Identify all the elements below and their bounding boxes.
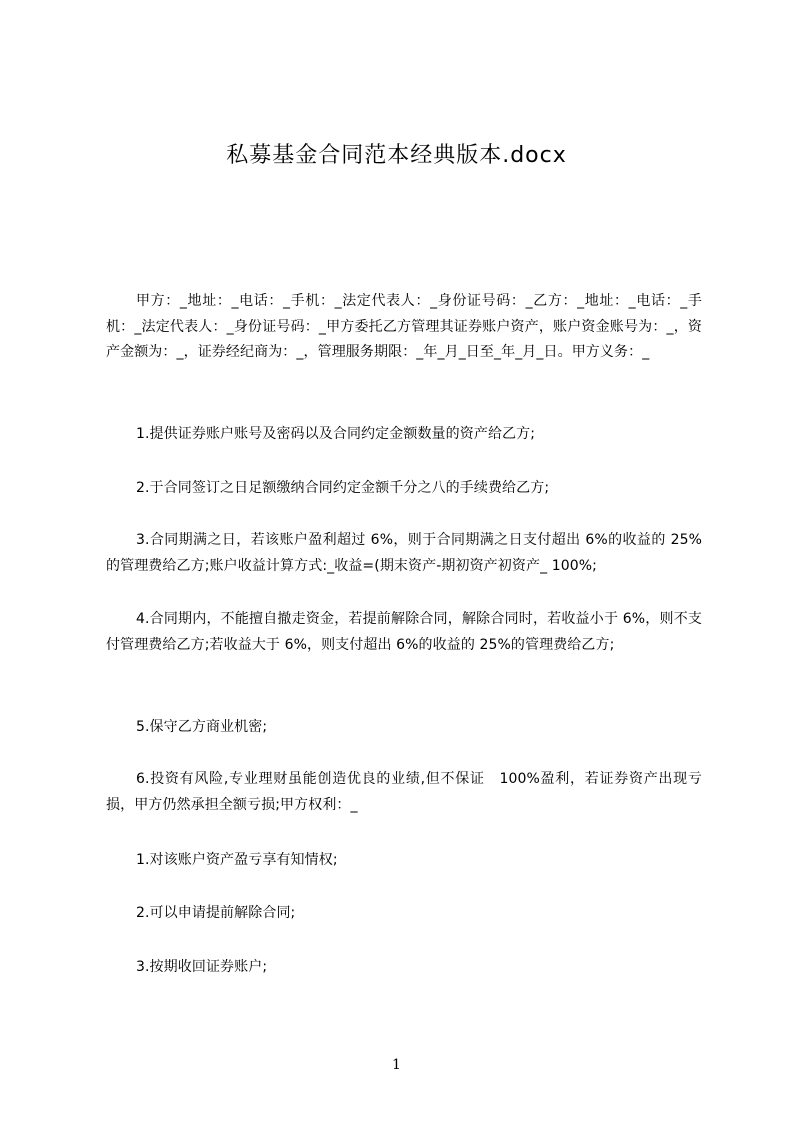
paragraph-parties: 甲方：_地址：_电话：_手机：_法定代表人：_身份证号码：_乙方：_地址：_电话：_手机：_法定代表人：_身份证号码：_甲方委托乙方管理其证券账户资产，账户资金账号为：_，资产金额为：_，证券经纪商为：_，管理服务期限：_年_月_日至_年_月_日。甲方义务：_ [106, 293, 702, 361]
paragraph-obligation-5: 5.保守乙方商业机密; [136, 719, 268, 735]
paragraph-obligation-1: 1.提供证券账户账号及密码以及合同约定金额数量的资产给乙方; [136, 426, 536, 442]
document-title: 私募基金合同范本经典版本.docx [226, 143, 567, 168]
paragraph-right-2: 2.可以申请提前解除合同; [136, 905, 296, 921]
paragraph-obligation-3: 3.合同期满之日，若该账户盈利超过 6%，则于合同期满之日支付超出 6%的收益的 25%的管理费给乙方;账户收益计算方式:_收益=(期末资产-期初资产初资产_ 100%; [106, 532, 702, 574]
paragraph-obligation-4: 4.合同期内，不能擅自撤走资金，若提前解除合同，解除合同时，若收益小于 6%，则不支付管理费给乙方;若收益大于 6%，则支付超出 6%的收益的 25%的管理费给乙方; [106, 611, 702, 653]
paragraph-right-3: 3.按期收回证券账户; [136, 959, 268, 975]
paragraph-obligation-6: 6.投资有风险,专业理财虽能创造优良的业绩,但不保证 100%盈利，若证券资产出现亏损，甲方仍然承担全额亏损;甲方权利：_ [106, 771, 702, 813]
paragraph-obligation-2: 2.于合同签订之日足额缴纳合同约定金额千分之八的手续费给乙方; [136, 480, 550, 496]
page-number: 1 [392, 1057, 401, 1073]
paragraph-right-1: 1.对该账户资产盈亏享有知情权; [136, 852, 338, 868]
